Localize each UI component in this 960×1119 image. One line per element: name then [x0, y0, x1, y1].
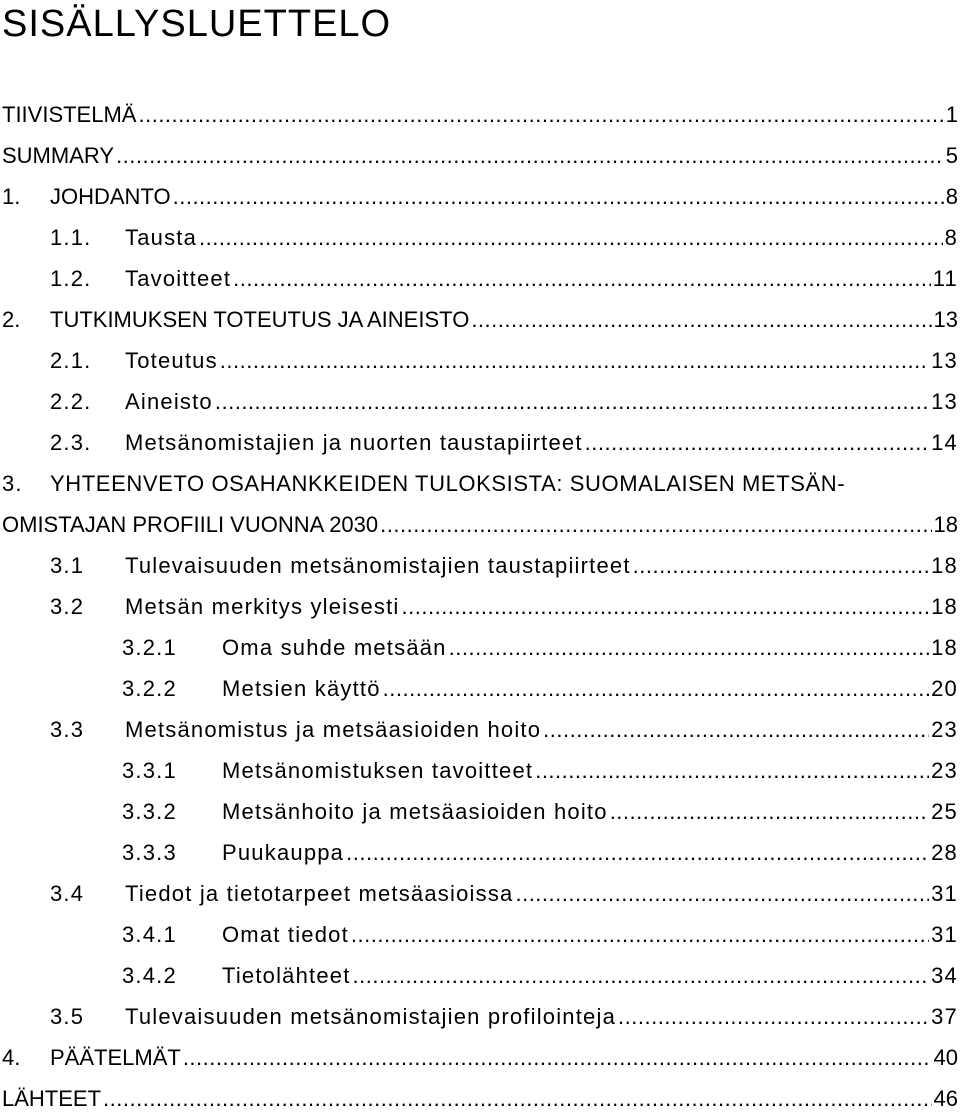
toc-entry-label: JOHDANTO — [50, 184, 171, 209]
toc-page-number: 40 — [933, 1045, 958, 1070]
toc-entry-label: Puukauppa — [222, 840, 345, 865]
toc-entry-number: 3.2.1 — [122, 635, 177, 660]
toc-entry-label: OMISTAJAN PROFIILI VUONNA 2030 — [2, 512, 379, 537]
toc-entry-label: Metsänomistus ja metsäasioiden hoito — [125, 717, 542, 742]
toc-entry[interactable] — [0, 382, 960, 422]
toc-leader-dots — [633, 546, 929, 586]
page-title: SISÄLLYSLUETTELO — [2, 3, 392, 45]
toc-page-number: 46 — [933, 1086, 958, 1111]
toc-leader-dots — [618, 997, 929, 1037]
toc-page-number: 20 — [931, 676, 958, 701]
toc-entry-label: Metsänomistuksen tavoitteet — [222, 758, 534, 783]
toc-entry-number: 3.3.3 — [122, 840, 177, 865]
toc-entry[interactable] — [0, 218, 960, 258]
toc-entry-continuation[interactable] — [0, 505, 960, 545]
toc-page-number: 34 — [931, 963, 958, 988]
toc-entry[interactable] — [0, 710, 960, 750]
toc-leader-dots — [183, 1038, 932, 1078]
toc-page-number: 8 — [944, 225, 958, 250]
toc-leader-dots — [610, 792, 929, 832]
toc-entry-label: TUTKIMUKSEN TOTEUTUS JA AINEISTO — [50, 307, 470, 332]
toc-entry-number: 1.2. — [50, 266, 92, 291]
toc-entry[interactable] — [0, 956, 960, 996]
toc-page-number: 18 — [931, 635, 958, 660]
toc-entry[interactable] — [0, 259, 960, 299]
toc-entry[interactable] — [0, 628, 960, 668]
toc-entry[interactable] — [0, 1038, 960, 1078]
toc-entry-number: 3.2.2 — [122, 676, 177, 701]
toc-entry-label: Toteutus — [125, 348, 218, 373]
table-of-contents — [0, 95, 960, 1112]
toc-entry-number: 3. — [2, 471, 23, 496]
toc-page-number: 8 — [945, 184, 958, 209]
toc-leader-dots — [543, 710, 929, 750]
toc-entry-label: Tietolähteet — [222, 963, 351, 988]
toc-entry[interactable] — [0, 423, 960, 463]
toc-page-number: 18 — [931, 553, 958, 578]
toc-page-number: 13 — [931, 389, 958, 414]
toc-entry-label: Tiedot ja tietotarpeet metsäasioissa — [125, 881, 514, 906]
toc-leader-dots — [220, 341, 929, 381]
toc-leader-dots — [402, 587, 930, 627]
toc-leader-dots — [346, 833, 929, 873]
toc-entry[interactable] — [0, 874, 960, 914]
toc-entry-label: Metsänhoito ja metsäasioiden hoito — [222, 799, 608, 824]
toc-page-number: 13 — [931, 348, 958, 373]
toc-leader-dots — [173, 177, 944, 217]
toc-leader-dots — [353, 956, 930, 996]
toc-page-number: 13 — [933, 307, 958, 332]
toc-entry-number: 3.3.2 — [122, 799, 177, 824]
toc-leader-dots — [138, 95, 943, 135]
toc-entry[interactable] — [0, 792, 960, 832]
toc-page-number: 25 — [931, 799, 958, 824]
toc-entry-number: 3.3.1 — [122, 758, 177, 783]
toc-entry-label: SUMMARY — [2, 143, 115, 168]
toc-entry-label: Tausta — [125, 225, 198, 250]
toc-entry[interactable] — [0, 95, 960, 135]
toc-page-number: 28 — [931, 840, 958, 865]
toc-leader-dots — [449, 628, 930, 668]
toc-leader-dots — [199, 218, 943, 258]
toc-entry-number: 3.5 — [50, 1004, 85, 1029]
toc-leader-dots — [585, 423, 929, 463]
toc-entry[interactable] — [0, 177, 960, 217]
toc-entry-number: 1. — [2, 184, 21, 209]
toc-entry[interactable] — [0, 1079, 960, 1119]
toc-entry-number: 2.2. — [50, 389, 92, 414]
toc-page-number: 14 — [931, 430, 958, 455]
toc-entry-label: Metsän merkitys yleisesti — [125, 594, 400, 619]
toc-page-number: 1 — [945, 102, 958, 127]
toc-leader-dots — [233, 259, 931, 299]
toc-leader-dots — [535, 751, 929, 791]
toc-entry-number: 3.1 — [50, 553, 85, 578]
toc-page-number: 37 — [931, 1004, 958, 1029]
toc-page-number: 18 — [933, 512, 958, 537]
toc-page-number: 23 — [931, 717, 958, 742]
toc-entry-number: 1.1. — [50, 225, 92, 250]
toc-leader-dots — [380, 505, 931, 545]
toc-leader-dots — [471, 300, 931, 340]
toc-entry-label: Tavoitteet — [125, 266, 232, 291]
toc-entry-number: 3.4.1 — [122, 922, 177, 947]
toc-entry-label: LÄHTEET — [2, 1086, 102, 1111]
toc-entry[interactable] — [0, 464, 960, 504]
toc-entry-label: Omat tiedot — [222, 922, 349, 947]
toc-leader-dots — [103, 1079, 931, 1119]
toc-entry[interactable] — [0, 669, 960, 709]
toc-page-number: 11 — [932, 266, 958, 291]
toc-entry-label: Metsänomistajien ja nuorten taustapiirteet — [125, 430, 583, 455]
toc-entry[interactable] — [0, 997, 960, 1037]
toc-entry-label: Oma suhde metsään — [222, 635, 447, 660]
toc-entry-label: Aineisto — [125, 389, 213, 414]
toc-entry-label: Tulevaisuuden metsänomistajien taustapiirteet — [125, 553, 631, 578]
toc-entry-number: 2.1. — [50, 348, 92, 373]
toc-page-number: 31 — [931, 881, 958, 906]
toc-entry[interactable] — [0, 300, 960, 340]
toc-entry[interactable] — [0, 341, 960, 381]
toc-entry-label: Metsien käyttö — [222, 676, 381, 701]
toc-entry-label: YHTEENVETO OSAHANKKEIDEN TULOKSISTA: SUOMALAISEN METSÄN- — [50, 471, 846, 496]
toc-page-number: 5 — [945, 143, 958, 168]
toc-leader-dots — [383, 669, 929, 709]
toc-entry-number: 3.2 — [50, 594, 85, 619]
toc-entry-label: Tulevaisuuden metsänomistajien profilointeja — [125, 1004, 617, 1029]
toc-page-number: 23 — [931, 758, 958, 783]
toc-entry[interactable] — [0, 546, 960, 586]
toc-entry-label: TIIVISTELMÄ — [2, 102, 137, 127]
toc-entry[interactable] — [0, 915, 960, 955]
toc-page-number: 31 — [931, 922, 958, 947]
toc-leader-dots — [351, 915, 929, 955]
toc-entry-number: 3.3 — [50, 717, 85, 742]
toc-entry-number: 3.4 — [50, 881, 85, 906]
toc-entry[interactable] — [0, 136, 960, 176]
toc-entry[interactable] — [0, 833, 960, 873]
toc-entry-number: 4. — [2, 1045, 21, 1070]
toc-entry-number: 2. — [2, 307, 21, 332]
toc-entry-number: 2.3. — [50, 430, 92, 455]
toc-page-number: 18 — [931, 594, 958, 619]
toc-entry-number: 3.4.2 — [122, 963, 177, 988]
toc-entry-label: PÄÄTELMÄT — [50, 1045, 181, 1070]
toc-entry[interactable] — [0, 587, 960, 627]
toc-entry[interactable] — [0, 751, 960, 791]
toc-leader-dots — [215, 382, 929, 422]
toc-leader-dots — [515, 874, 929, 914]
toc-leader-dots — [116, 136, 944, 176]
